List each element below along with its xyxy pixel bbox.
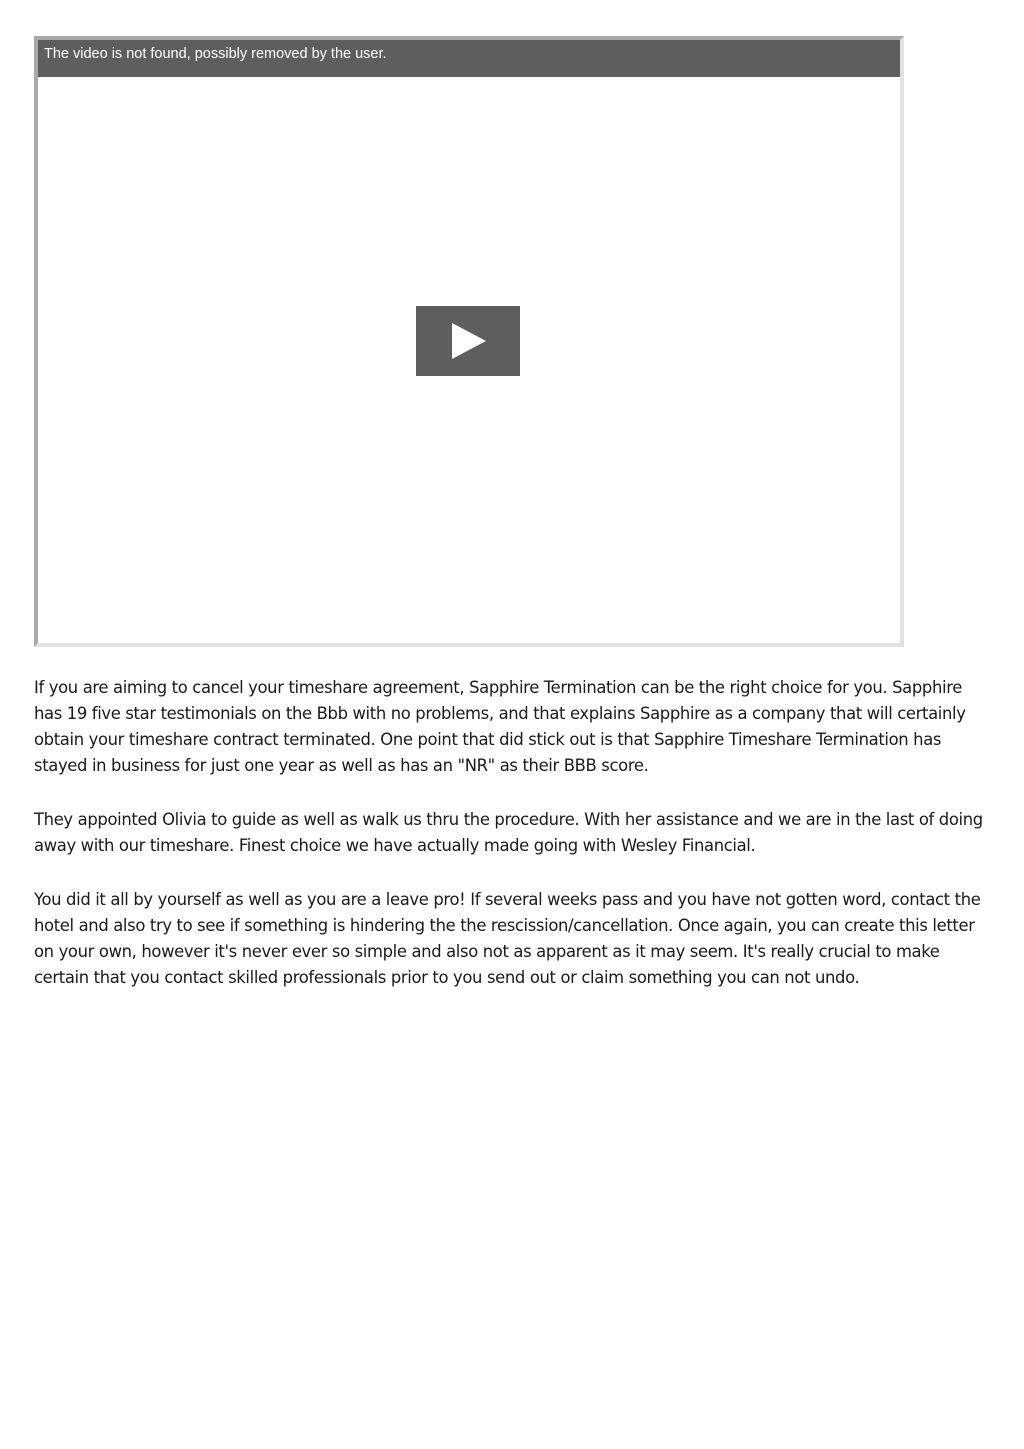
video-player[interactable] [34, 36, 904, 647]
article-body [34, 675, 994, 1019]
article-paragraph-2: They appointed Olivia to guide as well as walk us thru the procedure. With her assistance and we are in the last of doing away with our timeshare. Finest choice we have actually made going with Wesley Financial. [34, 810, 983, 855]
play-icon [416, 306, 520, 376]
article-paragraph-3: You did it all by yourself as well as you are a leave pro! If several weeks pass and you have not gotten word, contact the hotel and also try to see if something is hindering the the rescission/cancellation. Once again, you can create this letter on your own, however it's never ever so simple and also not as apparent as it may seem. It's really crucial to make certain that you contact skilled professionals prior to you send out or claim something you can not undo. [34, 890, 981, 987]
play-button[interactable] [416, 306, 520, 376]
video-error-message: The video is not found, possibly removed by the user. [38, 40, 900, 77]
article-paragraph-1: If you are aiming to cancel your timeshare agreement, Sapphire Termination can be the right choice for you. Sapphire has 19 five star testimonials on the Bbb with no problems, and that explains Sapphire as a company that will certainly obtain your timeshare contract terminated. One point that did stick out is that Sapphire Timeshare Termination has stayed in business for just one year as well as has an "NR" as their BBB score. [34, 678, 966, 775]
